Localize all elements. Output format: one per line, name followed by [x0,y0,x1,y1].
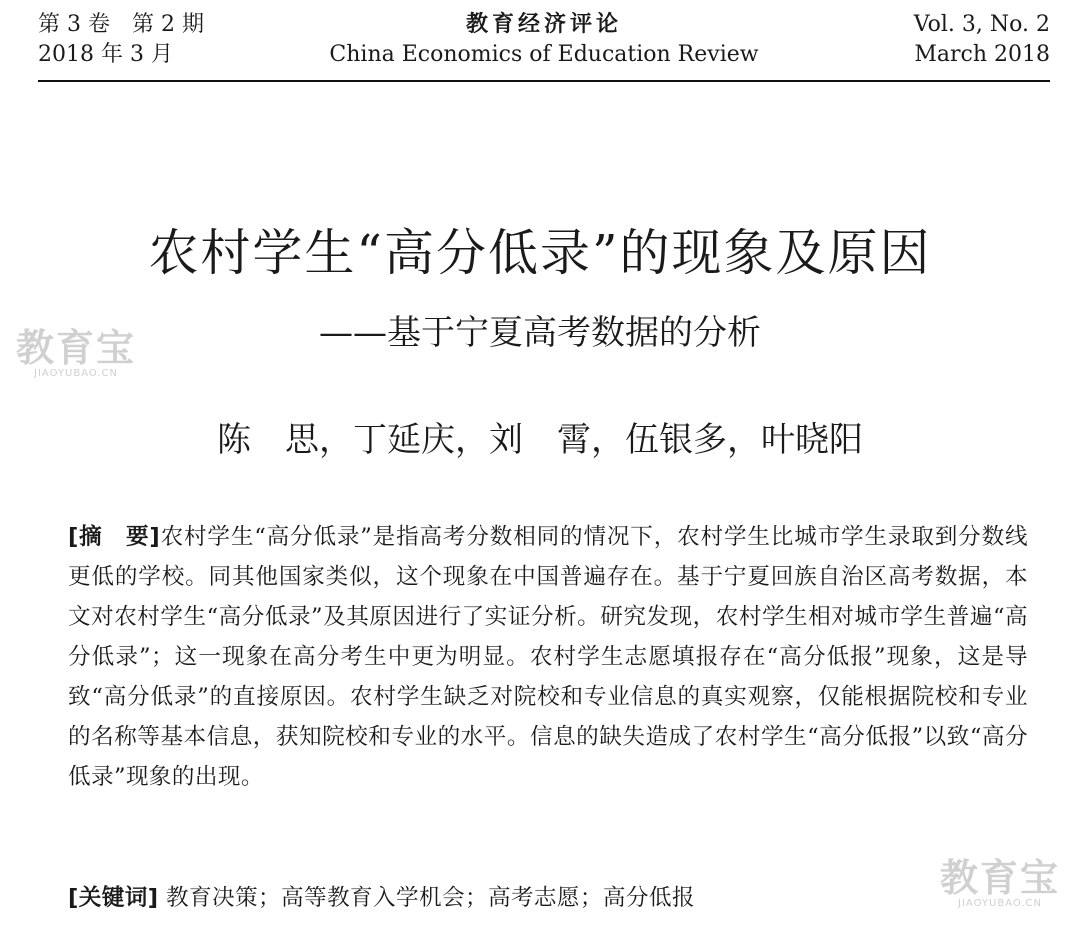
header-rule [38,80,1050,82]
watermark-logo-text: 教育宝 [939,856,1060,900]
volume-english: Vol. 3, No. 2 [913,12,1050,37]
journal-name-chinese: 教育经济评论 [465,12,622,37]
keywords-label: [关键词] [68,885,159,911]
watermark-logo-text: 教育宝 [15,326,136,370]
date-english: March 2018 [914,42,1050,67]
abstract-label: [摘 要] [68,524,161,550]
keywords-text: 教育决策；高等教育入学机会；高考志愿；高分低报 [166,885,695,911]
journal-name-english: China Economics of Education Review [329,42,759,67]
journal-name [38,10,1050,70]
keywords [68,878,1028,918]
article-subtitle: ——基于宁夏高考数据的分析 [319,313,761,353]
author-list: 陈 思，丁延庆，刘 霄，伍银多，叶晓阳 [217,420,863,460]
watermark-logo [10,328,142,380]
watermark-domain: JIAOYUBAO.CN [34,368,118,379]
journal-header [38,10,1050,74]
article-title: 农村学生“高分低录”的现象及原因 [148,224,932,282]
issue-volume-number: 第 3 卷 第 2 期 [38,12,204,37]
issue-info-english [914,10,1050,70]
issue-date: 2018 年 3 月 [38,42,173,67]
abstract [68,517,1028,797]
watermark-domain: JIAOYUBAO.CN [958,898,1042,909]
watermark-logo [930,858,1070,910]
abstract-text: 农村学生“高分低录”是指高考分数相同的情况下，农村学生比城市学生录取到分数线更低的学校。同其他国家类似，这个现象在中国普遍存在。基于宁夏回族自治区高考数据，本文对农村学生“高分低录”及其原因进行了实证分析。研究发现，农村学生相对城市学生普遍“高分低录”；这一现象在高分考生中更为明显。农村学生志愿填报存在“高分低报”现象，这是导致“高分低录”的直接原因。农村学生缺乏对院校和专业信息的真实观察，仅能根据院校和专业的名称等基本信息，获知院校和专业的水平。信息的缺失造成了农村学生“高分低报”以致“高分低录”现象的出现。 [68,524,1028,790]
